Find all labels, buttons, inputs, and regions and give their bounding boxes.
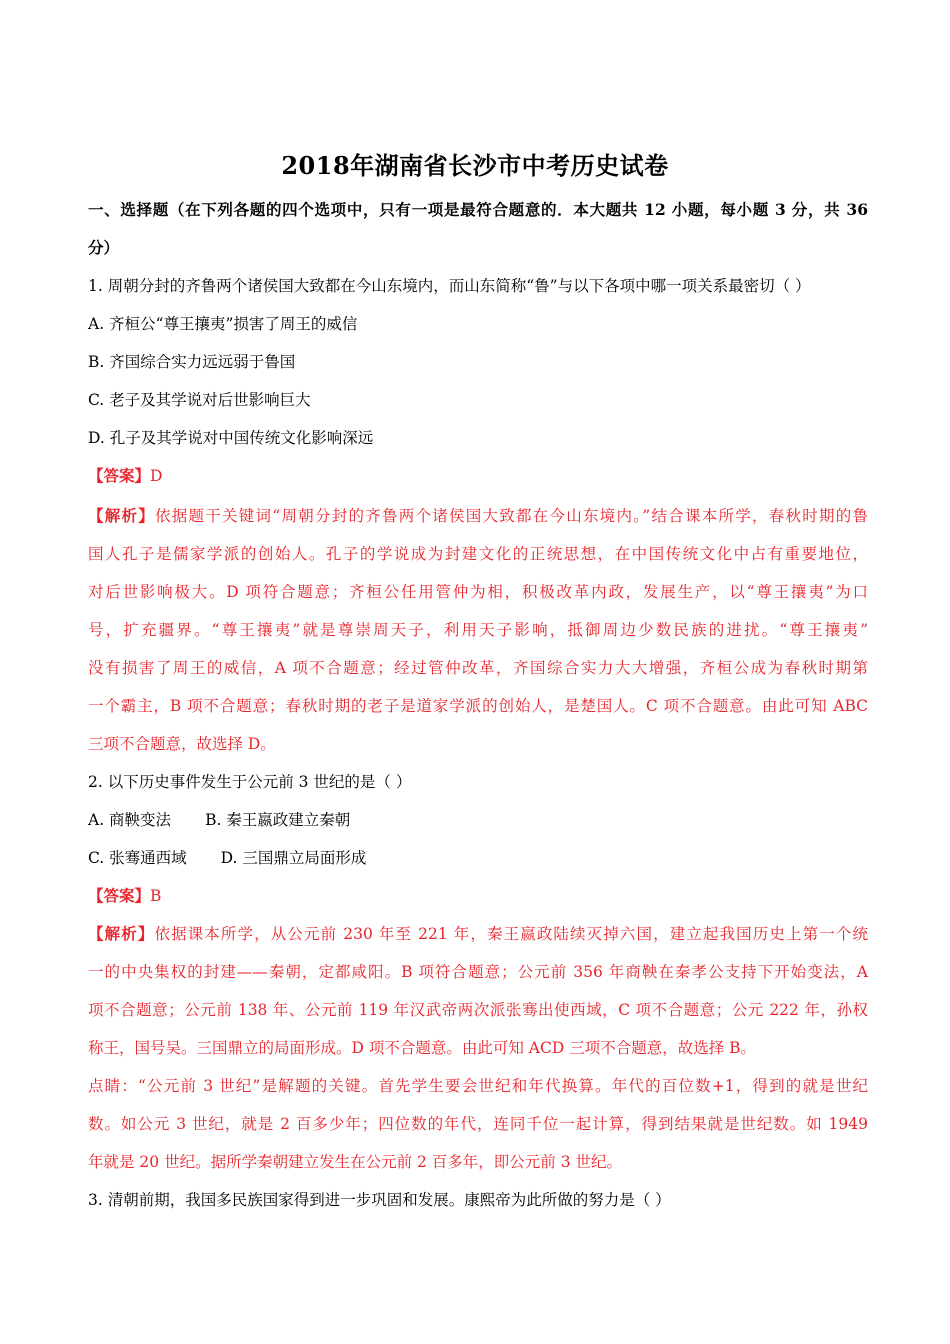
section-heading-line-2: 分） xyxy=(88,238,120,257)
question-1-option-c: C. 老子及其学说对后世影响巨大 xyxy=(88,391,311,409)
question-1-analysis-line: 没有损害了周王的威信，A 项不合题意；经过管仲改革，齐国综合实力大大增强，齐桓公成为春秋时期第 xyxy=(88,659,868,677)
question-1-option-a: A. 齐桓公“尊王攘夷”损害了周王的威信 xyxy=(88,315,358,333)
question-1-analysis-line: 一个霸主，B 项不合题意；春秋时期的老子是道家学派的创始人，是楚国人。C 项不合题意。由此可知 ABC xyxy=(88,697,868,715)
section-heading-line-1: 一、选择题（在下列各题的四个选项中，只有一项是最符合题意的．本大题共 12 小题，每小题 3 分，共 36 xyxy=(88,200,868,219)
question-2-option-d: D. 三国鼎立局面形成 xyxy=(220,849,367,867)
question-2-answer xyxy=(88,886,868,906)
question-1-stem: 1. 周朝分封的齐鲁两个诸侯国大致都在今山东境内，而山东简称“鲁”与以下各项中哪一项关系最密切（ ） xyxy=(88,277,811,295)
question-2-option-a: A. 商鞅变法 xyxy=(88,811,172,829)
question-2-note-line: 数。如公元 3 世纪，就是 2 百多少年；四位数的年代，连同千位一起计算，得到结果就是世纪数。如 1949 xyxy=(88,1115,868,1133)
answer-value: D xyxy=(150,467,163,485)
answer-tag: 【答案】 xyxy=(88,886,151,905)
question-1-analysis-line: 对后世影响极大。D 项符合题意；齐桓公任用管仲为相，积极改革内政，发展生产，以“尊王攘夷”为口 xyxy=(88,583,868,601)
page-title: 2018年湖南省长沙市中考历史试卷 xyxy=(281,151,669,180)
question-2-option-b: B. 秦王嬴政建立秦朝 xyxy=(205,811,351,829)
question-2-stem: 2. 以下历史事件发生于公元前 3 世纪的是（ ） xyxy=(88,773,412,791)
question-2-note-line: 点睛：“公元前 3 世纪”是解题的关键。首先学生要会世纪和年代换算。年代的百位数+1，得到的就是世纪 xyxy=(88,1077,868,1095)
question-1-option-b: B. 齐国综合实力远远弱于鲁国 xyxy=(88,353,296,371)
question-1-answer xyxy=(88,466,868,486)
answer-tag: 【答案】 xyxy=(88,466,151,485)
question-2-options-row-1 xyxy=(88,810,868,830)
question-1-option-d: D. 孔子及其学说对中国传统文化影响深远 xyxy=(88,429,374,447)
question-1-analysis-line: 号，扩充疆界。“尊王攘夷”就是尊崇周天子，利用天子影响，抵御周边少数民族的进扰。“尊王攘夷” xyxy=(88,621,868,639)
question-1-analysis-line: 三项不合题意，故选择 D。 xyxy=(88,735,276,753)
analysis-tag: 【解析】 xyxy=(88,924,155,943)
question-2-analysis-line: 称王，国号吴。三国鼎立的局面形成。D 项不合题意。由此可知 ACD 三项不合题意，故选择 B。 xyxy=(88,1039,757,1057)
question-2-analysis-line: 项不合题意；公元前 138 年、公元前 119 年汉武帝两次派张骞出使西域，C 项不合题意；公元 222 年，孙权 xyxy=(88,1001,868,1019)
question-2-analysis-line: 【解析】依据课本所学，从公元前 230 年至 221 年，秦王嬴政陆续灭掉六国，建立起我国历史上第一个统 xyxy=(88,924,868,943)
question-2-options-row-2 xyxy=(88,848,868,868)
question-2-analysis-line: 一的中央集权的封建——秦朝，定都咸阳。B 项符合题意；公元前 356 年商鞅在秦孝公支持下开始变法，A xyxy=(88,963,868,981)
analysis-tag: 【解析】 xyxy=(88,506,156,525)
question-2-option-c: C. 张骞通西域 xyxy=(88,849,187,867)
question-1-analysis-line: 国人孔子是儒家学派的创始人。孔子的学说成为封建文化的正统思想，在中国传统文化中占有重要地位， xyxy=(88,545,868,563)
question-3-stem: 3. 清朝前期，我国多民族国家得到进一步巩固和发展。康熙帝为此所做的努力是（ ） xyxy=(88,1191,671,1209)
answer-value: B xyxy=(150,887,162,905)
question-2-note-line: 年就是 20 世纪。据所学秦朝建立发生在公元前 2 百多年，即公元前 3 世纪。 xyxy=(88,1153,623,1171)
question-1-analysis-line: 【解析】依据题干关键词“周朝分封的齐鲁两个诸侯国大致都在今山东境内。”结合课本所学，春秋时期的鲁 xyxy=(88,506,868,525)
